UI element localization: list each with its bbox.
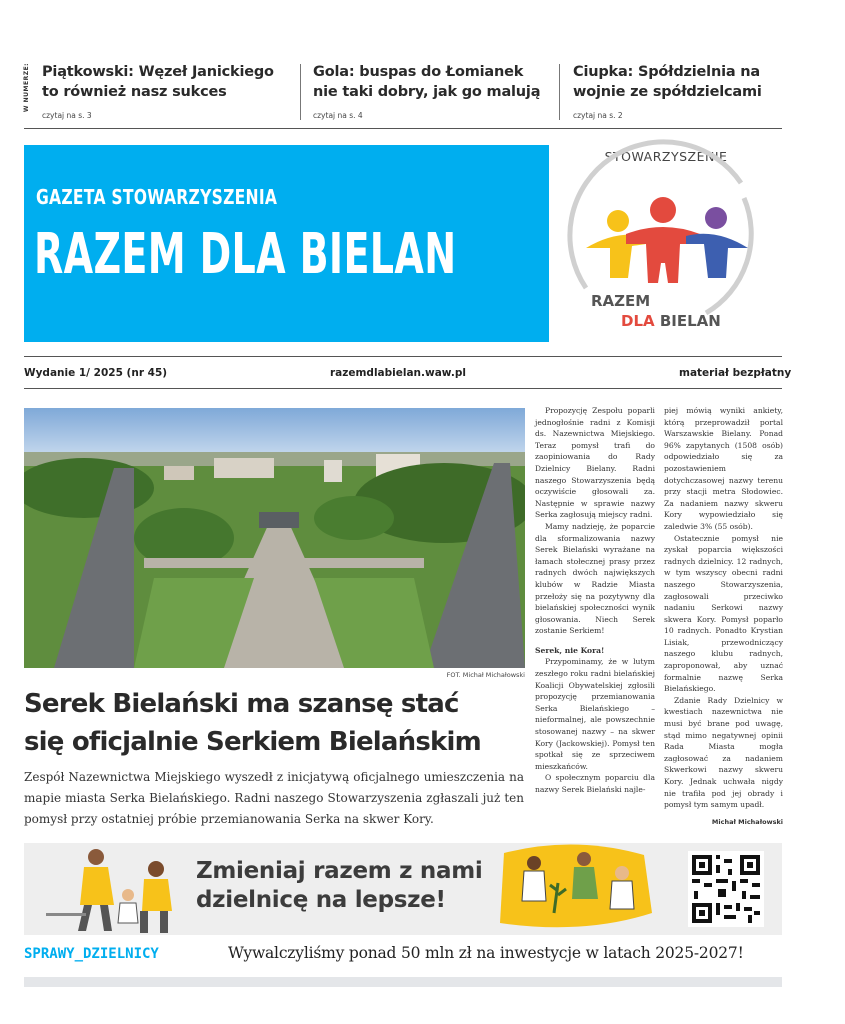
teaser-ciupka[interactable] — [573, 62, 762, 120]
qr-code[interactable] — [688, 851, 764, 927]
teaser-divider — [559, 64, 560, 120]
website-link[interactable]: razemdlabielan.waw.pl — [330, 367, 466, 379]
aerial-photo — [24, 408, 525, 668]
promo-banner[interactable] — [24, 843, 782, 935]
paragraph: Propozycję Zespołu poparli jednogłośnie radni z Komisji ds. Nazewnictwa Miejskiego. Teraz pomysł trafi do zaopiniowania do Rady Dzielnicy Bielany. Radni naszego Stowarzyszenia będą oczywiście głosowali za. Następnie w sprawie nazwy Serka zagłosują miejscy radni. — [535, 406, 655, 520]
teaser-headline: Gola: buspas do Łomianek nie taki dobry, jak go malują — [313, 64, 541, 100]
teaser-divider — [300, 64, 301, 120]
volunteers-planting-icon — [494, 843, 654, 935]
teaser-piatkowski[interactable] — [42, 62, 274, 120]
in-this-issue-label: W NUMERZE: — [23, 62, 31, 113]
free-material-note: materiał bezpłatny — [679, 367, 792, 379]
edition-rule-bottom — [24, 388, 782, 389]
author-signature: Michał Michałowski — [711, 817, 783, 826]
masthead-title: RAZEM DLA BIELAN — [34, 222, 457, 287]
teaser-page-ref: czytaj na s. 4 — [313, 111, 363, 120]
teaser-gola[interactable] — [313, 62, 540, 120]
teaser-page-ref: czytaj na s. 2 — [573, 111, 623, 120]
teaser-headline: Piątkowski: Węzeł Janickiego to również nasz sukces — [42, 64, 274, 100]
section-headline[interactable]: Wywalczyliśmy ponad 50 mln zł na inwestycje w latach 2025-2027! — [228, 944, 744, 962]
paragraph: Zdanie Rady Dzielnicy w kwestiach nazewnictwa nie musi być brane pod uwagę, stąd mimo negatywnej opinii Rada Miasta mogła zagłosować za nadaniem Skwerkowi nazwy skweru Kory. Jednak uchwała nigdy nie trafiła pod jej obrady i pomysł tym samym upadł. — [664, 695, 783, 810]
paragraph: piej mówią wyniki ankiety, którą przeprowadził portal Warszawskie Bielany. Ponad 96% zapytanych (1508 osób) odpowiedziało się za pozostawieniem dotychczasowej nazwy terenu przy stacji metra Słodowiec. Za nadaniem nazwy skweru Kory wypowiedziało się zaledwie 3% (55 osób). — [664, 406, 783, 531]
article-lead: Zespół Nazewnictwa Miejskiego wyszedł z inicjatywą oficjalnego umieszczenia na mapie miasta Serka Bielańskiego. Radni naszego Stowarzyszenia zgłaszali już ten pomysł przy ostatniej próbie przemianowania Serka na skwer Kory. — [24, 770, 524, 826]
article-column-1 — [535, 405, 655, 796]
paragraph: Przypominamy, że w lutym zeszłego roku radni bielańskiej Koalicji Obywatelskiej zgłosili propozycję przemianowania Serka Bielańskiego – nieformalnej, ale powszechnie stosowanej nazwy – na skwer Kory (Jackowskiej). Pomysł ten spotkał się ze sprzeciwem mieszkańców. — [535, 657, 655, 771]
teaser-headline: Ciupka: Spółdzielnia na wojnie ze spółdzielcami — [573, 64, 762, 100]
footer-bar — [24, 977, 782, 987]
paragraph: O społecznym poparciu dla nazwy Serek Bielański najle- — [535, 773, 655, 794]
logo-top-text: STOWARZYSZENIE — [604, 149, 728, 164]
volunteers-left-icon — [36, 843, 196, 935]
teaser-page-ref: czytaj na s. 3 — [42, 111, 92, 120]
logo-word-razem: RAZEM — [591, 292, 651, 310]
edition-rule-top — [24, 356, 782, 357]
paragraph: Ostatecznie pomysł nie zyskał poparcia większości radnych dzielnicy. 12 radnych, w tym wszyscy obecni radni naszego Stowarzyszenia, zagłosowali przeciwko nadaniu Serkowi nazwy skwera Kory. Pomysł poparło 10 radnych. Ponadto Krystian Lisiak, przewodniczący naszego klubu radnych, zaproponował, aby uznać formalnie nazwę Serka Bielańskiego. — [664, 533, 783, 694]
article-column-2 — [664, 405, 783, 828]
masthead — [24, 145, 549, 342]
photo-credit: FOT. Michał Michałowski — [446, 671, 525, 679]
edition-number: Wydanie 1/ 2025 (nr 45) — [24, 367, 168, 379]
banner-slogan: Zmieniaj razem z nami dzielnicę na lepsze! — [196, 858, 483, 913]
logo-word-dla-bielan: DLA BIELAN — [621, 312, 721, 330]
top-rule — [24, 128, 782, 129]
association-logo[interactable] — [566, 138, 766, 348]
paragraph: Mamy nadzieję, że poparcie dla sformalizowania nazwy Serek Bielański wyrażane na łamach stołecznej prasy przez radnych dwóch największych klubów w Radzie Miasta przełoży się na pozytywny dla bielańskiej społeczności wynik głosowania. Niech Serek zostanie Serkiem! — [535, 521, 655, 636]
section-tag[interactable]: SPRAWY_DZIELNICY — [24, 946, 159, 962]
subheading: Serek, nie Kora! — [535, 645, 605, 655]
article-headline: Serek Bielański ma szansę stać się oficjalnie Serkiem Bielańskim — [24, 689, 481, 757]
masthead-subtitle: GAZETA STOWARZYSZENIA — [36, 185, 278, 209]
